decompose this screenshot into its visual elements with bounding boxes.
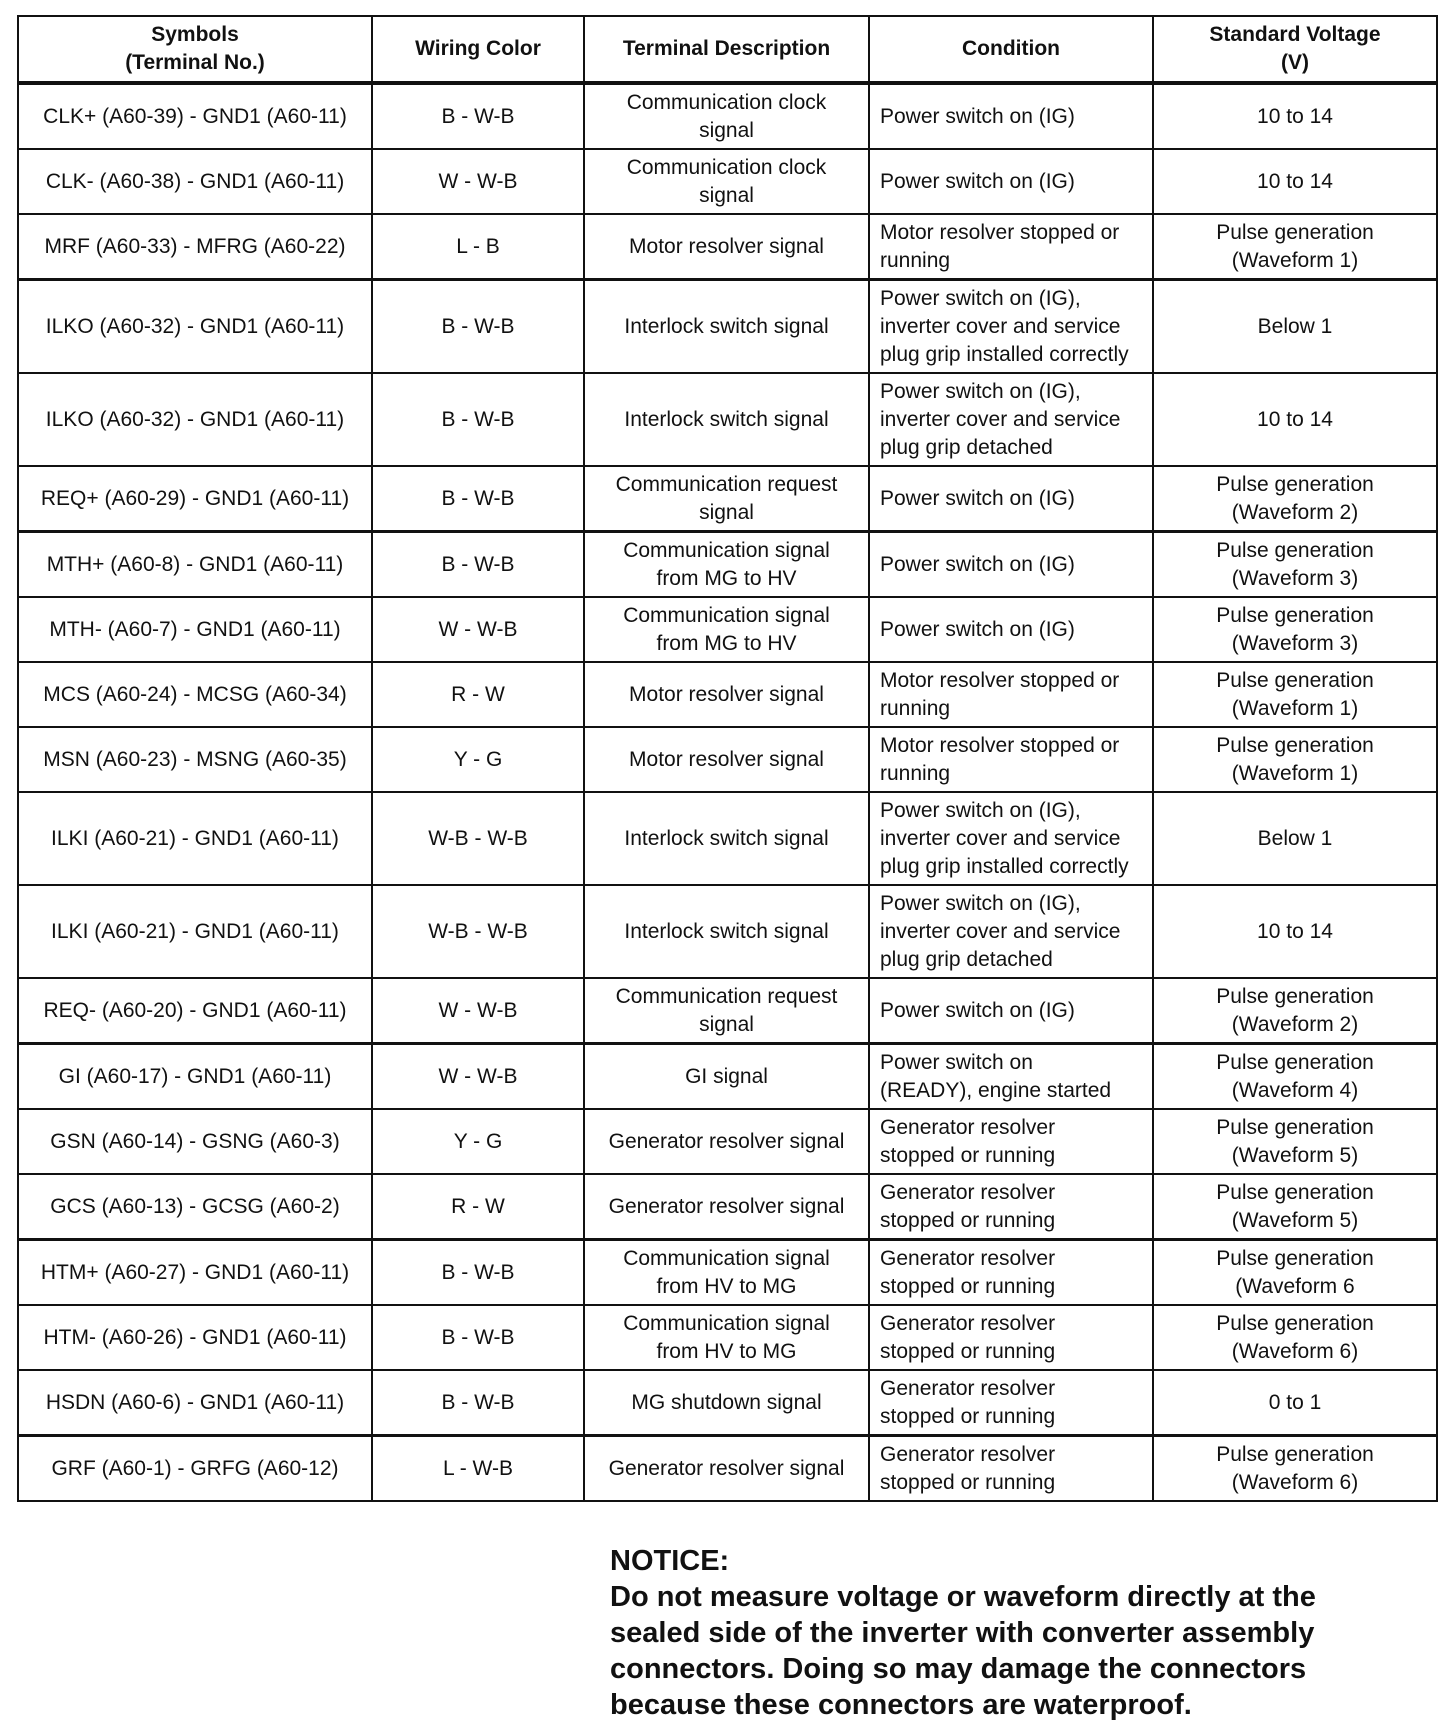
symbol-cell: GSN (A60-14) - GSNG (A60-3) bbox=[18, 1109, 372, 1174]
table-row bbox=[18, 1044, 1437, 1110]
condition-cell: Motor resolver stopped or running bbox=[869, 214, 1153, 280]
header-condition: Condition bbox=[869, 16, 1153, 83]
condition-cell: Power switch on (IG), inverter cover and service plug grip detached bbox=[869, 373, 1153, 466]
notice-line: sealed side of the inverter with converter assembly bbox=[610, 1617, 1315, 1649]
condition-cell: Generator resolver stopped or running bbox=[869, 1305, 1153, 1370]
condition-cell: Power switch on (IG), inverter cover and service plug grip installed correctly bbox=[869, 792, 1153, 885]
wiring-color-cell: W-B - W-B bbox=[372, 885, 584, 978]
description-cell: Interlock switch signal bbox=[584, 792, 869, 885]
description-cell: Motor resolver signal bbox=[584, 662, 869, 727]
condition-cell: Power switch on (READY), engine started bbox=[869, 1044, 1153, 1110]
wiring-color-cell: B - W-B bbox=[372, 1305, 584, 1370]
symbol-cell: HSDN (A60-6) - GND1 (A60-11) bbox=[18, 1370, 372, 1436]
condition-cell: Motor resolver stopped or running bbox=[869, 662, 1153, 727]
condition-cell: Power switch on (IG) bbox=[869, 149, 1153, 214]
header-symbols: Symbols (Terminal No.) bbox=[18, 16, 372, 83]
description-cell: Generator resolver signal bbox=[584, 1109, 869, 1174]
description-cell: Interlock switch signal bbox=[584, 280, 869, 374]
symbol-cell: REQ+ (A60-29) - GND1 (A60-11) bbox=[18, 466, 372, 532]
notice-title: NOTICE: bbox=[610, 1545, 730, 1577]
description-cell: Generator resolver signal bbox=[584, 1174, 869, 1240]
table-row bbox=[18, 885, 1437, 978]
description-cell: Communication signal from MG to HV bbox=[584, 597, 869, 662]
wiring-color-cell: Y - G bbox=[372, 727, 584, 792]
table-row bbox=[18, 1370, 1437, 1436]
voltage-cell: Pulse generation (Waveform 5) bbox=[1153, 1174, 1437, 1240]
wiring-color-cell: R - W bbox=[372, 662, 584, 727]
condition-cell: Generator resolver stopped or running bbox=[869, 1436, 1153, 1502]
wiring-color-cell: B - W-B bbox=[372, 83, 584, 149]
wiring-color-cell: B - W-B bbox=[372, 532, 584, 598]
condition-cell: Power switch on (IG), inverter cover and service plug grip installed correctly bbox=[869, 280, 1153, 374]
symbol-cell: GI (A60-17) - GND1 (A60-11) bbox=[18, 1044, 372, 1110]
voltage-cell: Below 1 bbox=[1153, 280, 1437, 374]
description-cell: Communication request signal bbox=[584, 466, 869, 532]
description-cell: Communication clock signal bbox=[584, 83, 869, 149]
condition-cell: Generator resolver stopped or running bbox=[869, 1109, 1153, 1174]
condition-cell: Generator resolver stopped or running bbox=[869, 1370, 1153, 1436]
voltage-cell: 10 to 14 bbox=[1153, 885, 1437, 978]
symbol-cell: HTM- (A60-26) - GND1 (A60-11) bbox=[18, 1305, 372, 1370]
condition-cell: Motor resolver stopped or running bbox=[869, 727, 1153, 792]
symbol-cell: GRF (A60-1) - GRFG (A60-12) bbox=[18, 1436, 372, 1502]
symbol-cell: MCS (A60-24) - MCSG (A60-34) bbox=[18, 662, 372, 727]
table-row bbox=[18, 1305, 1437, 1370]
description-cell: Motor resolver signal bbox=[584, 727, 869, 792]
voltage-cell: Pulse generation (Waveform 6) bbox=[1153, 1436, 1437, 1502]
description-cell: Generator resolver signal bbox=[584, 1436, 869, 1502]
notice-line: connectors. Doing so may damage the connectors bbox=[610, 1653, 1307, 1685]
wiring-color-cell: W - W-B bbox=[372, 1044, 584, 1110]
symbol-cell: REQ- (A60-20) - GND1 (A60-11) bbox=[18, 978, 372, 1044]
symbol-cell: HTM+ (A60-27) - GND1 (A60-11) bbox=[18, 1240, 372, 1306]
wiring-color-cell: W - W-B bbox=[372, 978, 584, 1044]
description-cell: Communication signal from HV to MG bbox=[584, 1305, 869, 1370]
symbol-cell: CLK+ (A60-39) - GND1 (A60-11) bbox=[18, 83, 372, 149]
voltage-cell: Pulse generation (Waveform 2) bbox=[1153, 978, 1437, 1044]
voltage-cell: Pulse generation (Waveform 5) bbox=[1153, 1109, 1437, 1174]
voltage-cell: Pulse generation (Waveform 1) bbox=[1153, 727, 1437, 792]
symbol-cell: ILKO (A60-32) - GND1 (A60-11) bbox=[18, 373, 372, 466]
voltage-cell: Pulse generation (Waveform 1) bbox=[1153, 662, 1437, 727]
symbol-cell: MRF (A60-33) - MFRG (A60-22) bbox=[18, 214, 372, 280]
condition-cell: Power switch on (IG), inverter cover and service plug grip detached bbox=[869, 885, 1153, 978]
table-row bbox=[18, 792, 1437, 885]
table-row bbox=[18, 373, 1437, 466]
table-row bbox=[18, 727, 1437, 792]
voltage-cell: 10 to 14 bbox=[1153, 83, 1437, 149]
symbol-cell: GCS (A60-13) - GCSG (A60-2) bbox=[18, 1174, 372, 1240]
description-cell: Communication clock signal bbox=[584, 149, 869, 214]
table-row bbox=[18, 466, 1437, 532]
wiring-color-cell: W - W-B bbox=[372, 597, 584, 662]
notice-box bbox=[610, 1543, 1430, 1723]
wiring-color-cell: B - W-B bbox=[372, 280, 584, 374]
header-wiring-color: Wiring Color bbox=[372, 16, 584, 83]
table-row bbox=[18, 597, 1437, 662]
condition-cell: Power switch on (IG) bbox=[869, 978, 1153, 1044]
wiring-color-cell: B - W-B bbox=[372, 373, 584, 466]
table-row bbox=[18, 978, 1437, 1044]
table-row bbox=[18, 1174, 1437, 1240]
voltage-cell: Pulse generation (Waveform 3) bbox=[1153, 532, 1437, 598]
wiring-color-cell: L - B bbox=[372, 214, 584, 280]
table-row bbox=[18, 1436, 1437, 1502]
condition-cell: Generator resolver stopped or running bbox=[869, 1240, 1153, 1306]
wiring-color-cell: B - W-B bbox=[372, 1370, 584, 1436]
wiring-color-cell: B - W-B bbox=[372, 1240, 584, 1306]
symbol-cell: ILKI (A60-21) - GND1 (A60-11) bbox=[18, 885, 372, 978]
symbol-cell: MTH+ (A60-8) - GND1 (A60-11) bbox=[18, 532, 372, 598]
condition-cell: Power switch on (IG) bbox=[869, 532, 1153, 598]
voltage-cell: 10 to 14 bbox=[1153, 149, 1437, 214]
notice-line: because these connectors are waterproof. bbox=[610, 1689, 1192, 1721]
table-row bbox=[18, 149, 1437, 214]
wiring-color-cell: W - W-B bbox=[372, 149, 584, 214]
condition-cell: Power switch on (IG) bbox=[869, 466, 1153, 532]
wiring-color-cell: W-B - W-B bbox=[372, 792, 584, 885]
description-cell: Interlock switch signal bbox=[584, 885, 869, 978]
description-cell: MG shutdown signal bbox=[584, 1370, 869, 1436]
voltage-cell: Below 1 bbox=[1153, 792, 1437, 885]
notice-line: Do not measure voltage or waveform directly at the bbox=[610, 1581, 1316, 1613]
voltage-cell: 10 to 14 bbox=[1153, 373, 1437, 466]
description-cell: Communication signal from HV to MG bbox=[584, 1240, 869, 1306]
table-row bbox=[18, 1109, 1437, 1174]
terminal-voltage-table bbox=[17, 15, 1438, 1502]
table-header-row bbox=[18, 16, 1437, 83]
wiring-color-cell: B - W-B bbox=[372, 466, 584, 532]
condition-cell: Power switch on (IG) bbox=[869, 83, 1153, 149]
condition-cell: Power switch on (IG) bbox=[869, 597, 1153, 662]
table-row bbox=[18, 83, 1437, 149]
table-row bbox=[18, 662, 1437, 727]
voltage-cell: Pulse generation (Waveform 3) bbox=[1153, 597, 1437, 662]
symbol-cell: MSN (A60-23) - MSNG (A60-35) bbox=[18, 727, 372, 792]
header-terminal-description: Terminal Description bbox=[584, 16, 869, 83]
voltage-cell: Pulse generation (Waveform 2) bbox=[1153, 466, 1437, 532]
voltage-cell: Pulse generation (Waveform 6) bbox=[1153, 1305, 1437, 1370]
header-standard-voltage: Standard Voltage (V) bbox=[1153, 16, 1437, 83]
table-row bbox=[18, 280, 1437, 374]
description-cell: Interlock switch signal bbox=[584, 373, 869, 466]
description-cell: Motor resolver signal bbox=[584, 214, 869, 280]
wiring-color-cell: L - W-B bbox=[372, 1436, 584, 1502]
voltage-cell: 0 to 1 bbox=[1153, 1370, 1437, 1436]
voltage-cell: Pulse generation (Waveform 4) bbox=[1153, 1044, 1437, 1110]
voltage-cell: Pulse generation (Waveform 1) bbox=[1153, 214, 1437, 280]
table-row bbox=[18, 1240, 1437, 1306]
description-cell: Communication signal from MG to HV bbox=[584, 532, 869, 598]
condition-cell: Generator resolver stopped or running bbox=[869, 1174, 1153, 1240]
description-cell: Communication request signal bbox=[584, 978, 869, 1044]
symbol-cell: ILKI (A60-21) - GND1 (A60-11) bbox=[18, 792, 372, 885]
wiring-color-cell: R - W bbox=[372, 1174, 584, 1240]
table-row bbox=[18, 214, 1437, 280]
voltage-cell: Pulse generation (Waveform 6 bbox=[1153, 1240, 1437, 1306]
description-cell: GI signal bbox=[584, 1044, 869, 1110]
table-row bbox=[18, 532, 1437, 598]
symbol-cell: MTH- (A60-7) - GND1 (A60-11) bbox=[18, 597, 372, 662]
symbol-cell: ILKO (A60-32) - GND1 (A60-11) bbox=[18, 280, 372, 374]
wiring-color-cell: Y - G bbox=[372, 1109, 584, 1174]
symbol-cell: CLK- (A60-38) - GND1 (A60-11) bbox=[18, 149, 372, 214]
